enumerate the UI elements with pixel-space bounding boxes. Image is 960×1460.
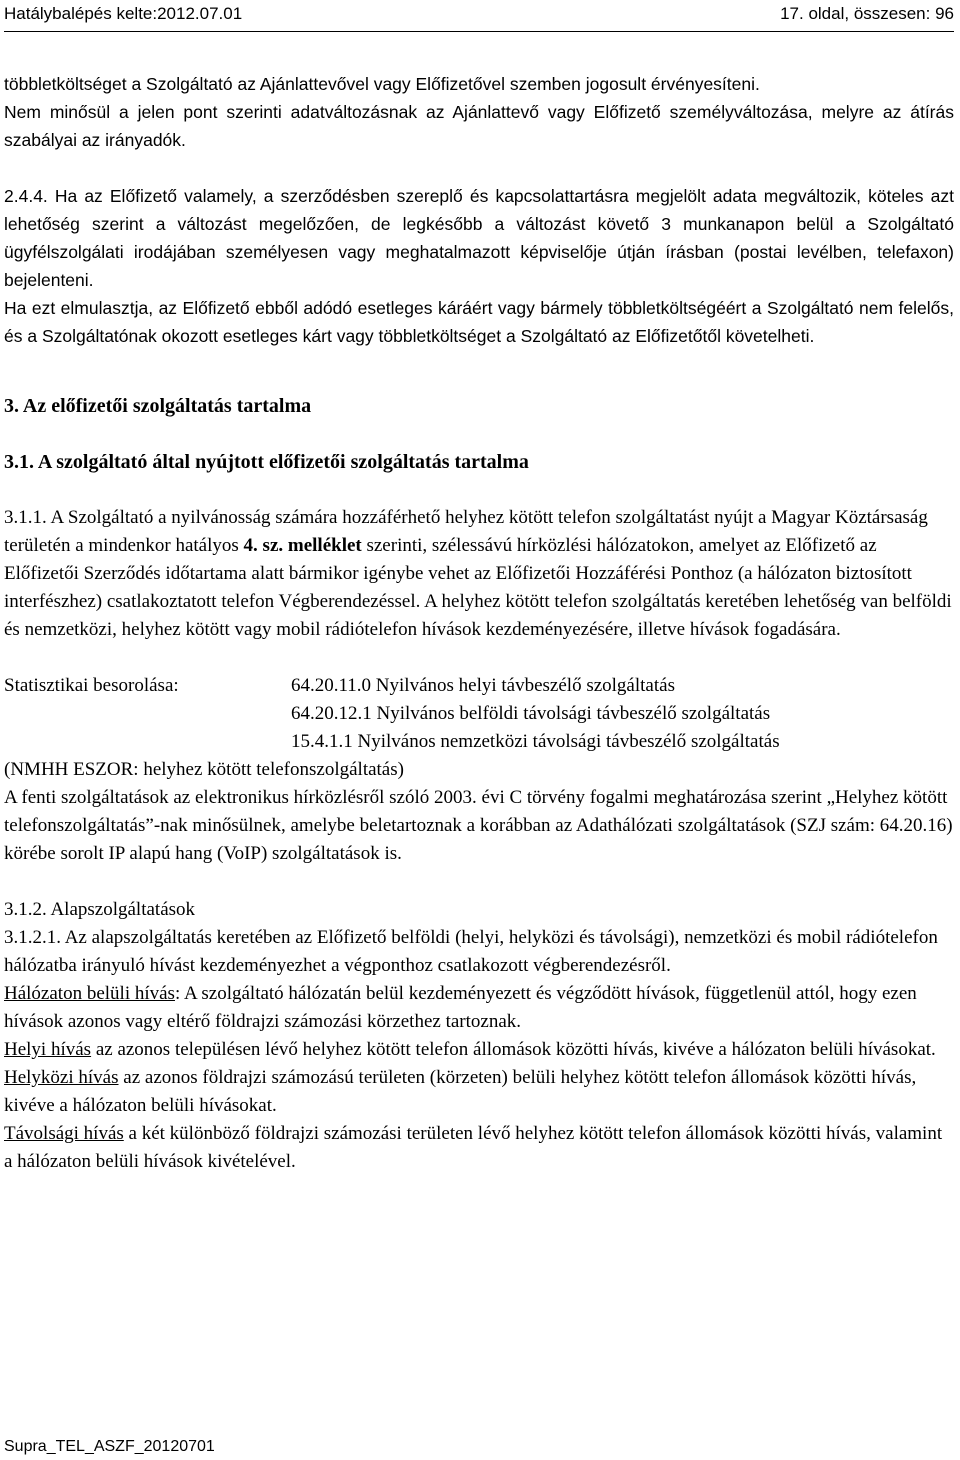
header-divider bbox=[4, 31, 954, 32]
classification-item: 15.4.1.1 Nyilvános nemzetközi távolsági távbeszélő szolgáltatás bbox=[291, 731, 780, 752]
definition-long-distance-call: Távolsági hívás a két különböző földrajzi számozási területen lévő helyhez kötött telefon állomások közötti hívás, valamint a hálózaton belüli hívások kivételével. bbox=[4, 1123, 943, 1172]
classification-item: 64.20.11.0 Nyilvános helyi távbeszélő szolgáltatás bbox=[291, 675, 675, 696]
paragraph-3-1-1: 3.1.1. A Szolgáltató a nyilvánosság számára hozzáférhető helyhez kötött telefon szolgáltatást nyújt a Magyar Köztársaság területén a mindenkor hatályos 4. sz. melléklet szerinti, szélessávú hírközlési hálózatokon, amelyet az Előfizető az Előfizetői Szerződés időtartama alatt bármikor igénybe vehet az Előfizetői Hozzáférési Ponthoz (a hálózaton biztosított interfészhez) csatlakoztatott telefon Végberendezéssel. A helyhez kötött telefon szolgáltatás keretében lehetőség van belföldi és nemzetközi, helyhez kötött vagy mobil rádiótelefon hívások kezdeményezésére, illetve hívások fogadására. bbox=[4, 507, 952, 640]
definition-term: Hálózaton belüli hívás bbox=[4, 983, 175, 1004]
page-header bbox=[4, 4, 954, 28]
statistical-classification-row bbox=[4, 672, 954, 700]
definition-network-internal-call: Hálózaton belüli hívás: A szolgáltató hálózatán belül kezdeményezett és végződött hívások, függetlenül attól, hogy ezen hívások azonos vagy eltérő földrajzi számozási körzethez tartoznak. bbox=[4, 983, 917, 1032]
page-number: 17. oldal, összesen: 96 bbox=[780, 4, 954, 23]
paragraph-3-1-2-1: 3.1.2.1. Az alapszolgáltatás keretében az Előfizető belföldi (helyi, helyközi és távolsági), nemzetközi és mobil rádiótelefon hálózatba irányuló hívást kezdeményezhet a végponthoz csatlakozott végberendezésről. bbox=[4, 927, 938, 976]
definition-term: Helyközi hívás bbox=[4, 1067, 119, 1088]
section-heading-3-1-2: 3.1.2. Alapszolgáltatások bbox=[4, 899, 196, 920]
effective-date: Hatálybalépés kelte:2012.07.01 bbox=[4, 4, 243, 23]
paragraph-liability: Ha ezt elmulasztja, az Előfizető ebből adódó esetleges káráért vagy bármely többletköltségéért a Szolgáltató nem felelős, és a Szolgáltatónak okozott esetleges kárt vagy többletköltséget a Szolgáltató az Előfizetőtől követelheti. bbox=[4, 298, 954, 346]
paragraph-continuation: többletköltséget a Szolgáltató az Ajánlattevővel vagy Előfizetővel szemben jogosult érvényesíteni. bbox=[4, 74, 760, 94]
section-heading-3: 3. Az előfizetői szolgáltatás tartalma bbox=[4, 395, 312, 417]
paragraph-2-4-4: 2.4.4. Ha az Előfizető valamely, a szerződésben szereplő és kapcsolattartásra megjelölt adata megváltozik, köteles azt lehetőség szerint a változást megelőzően, de legkésőbb a változást követő 3 munkanapon belül a Szolgáltató ügyfélszolgálati irodájában személyesen vagy meghatalmazott képviselője útján írásban (postai levélben, telefaxon) bejelenteni. bbox=[4, 186, 954, 290]
paragraph-voip: A fenti szolgáltatások az elektronikus hírközlésről szóló 2003. évi C törvény fogalmi meghatározása szerint „Helyhez kötött telefonszolgáltatás”-nak minősülnek, amelybe beletartoznak a korábban az Adathálózati szolgáltatások (SZJ szám: 64.20.16) körébe sorolt IP alapú hang (VoIP) szolgáltatások is. bbox=[4, 787, 953, 864]
paragraph-name-change: Nem minősül a jelen pont szerinti adatváltozásnak az Ajánlattevő vagy Előfizető személyváltozása, melyre az átírás szabályai az irányadók. bbox=[4, 102, 954, 150]
definition-local-call: Helyi hívás az azonos településen lévő helyhez kötött telefon állomások közötti hívás, kivéve a hálózaton belüli hívásokat. bbox=[4, 1039, 936, 1060]
definition-term: Távolsági hívás bbox=[4, 1123, 124, 1144]
section-heading-3-1: 3.1. A szolgáltató által nyújtott előfizetői szolgáltatás tartalma bbox=[4, 451, 529, 473]
annex-reference: 4. sz. melléklet bbox=[243, 535, 362, 556]
nmhh-eszor-note: (NMHH ESZOR: helyhez kötött telefonszolgáltatás) bbox=[4, 759, 404, 780]
definition-term: Helyi hívás bbox=[4, 1039, 92, 1060]
page-footer: Supra_TEL_ASZF_20120701 bbox=[4, 1438, 215, 1455]
classification-item: 64.20.12.1 Nyilvános belföldi távolsági távbeszélő szolgáltatás bbox=[291, 703, 771, 724]
statistical-classification-label: Statisztikai besorolása: bbox=[4, 675, 179, 696]
definition-intercity-call: Helyközi hívás az azonos földrajzi számozású területen (körzeten) belüli helyhez kötött telefon állomások közötti hívás, kivéve a hálózaton belüli hívásokat. bbox=[4, 1067, 917, 1116]
document-body bbox=[4, 70, 954, 1176]
